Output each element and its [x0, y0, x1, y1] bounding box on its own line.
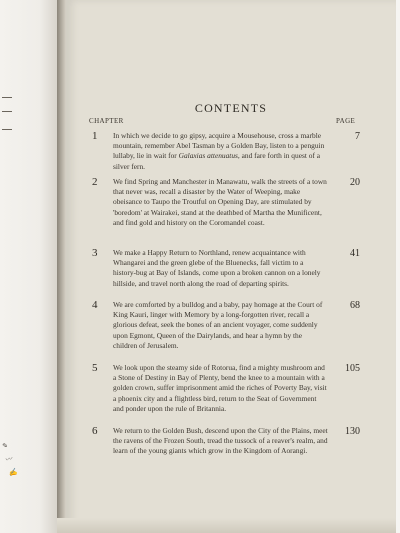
chapter-number: 3	[92, 247, 98, 259]
handwritten-inscription: ✎ 〰 ✍	[0, 441, 18, 478]
chapter-page-number: 41	[350, 248, 360, 259]
chapter-page-number: 130	[345, 426, 360, 437]
chapter-number: 5	[92, 362, 98, 374]
book-gutter	[57, 0, 66, 533]
left-page	[0, 0, 57, 533]
chapter-number: 6	[92, 425, 98, 437]
background-edge	[396, 0, 400, 533]
left-page-mark	[2, 97, 12, 98]
chapter-page-number: 68	[350, 300, 360, 311]
chapter-number: 2	[92, 176, 98, 188]
page-bottom-shadow	[57, 518, 396, 533]
left-page-mark	[2, 129, 12, 130]
contents-title: CONTENTS	[194, 101, 268, 115]
chapter-number: 1	[92, 130, 98, 142]
chapter-description: We return to the Golden Bush, descend upon the City of the Plains, meet the ravens of the Frozen South, tread the tussock of a reaver's realm, and learn of the young giants which grow in the Kingdom of Aorangi.	[113, 426, 328, 456]
chapter-description: We are comforted by a bulldog and a baby, pay homage at the Court of King Kauri, linger with Memory by a long-forgotten river, recall a glorious defeat, seek the bones of an ancient voyager, come suddenly upon Egmont, Queen of the Dairylands, and hear a hymn by the children of Jerusalem.	[113, 300, 323, 350]
chapter-page-number: 20	[350, 177, 360, 188]
chapter-column-header: CHAPTER	[89, 117, 124, 125]
page-column-header: PAGE	[336, 117, 356, 125]
chapter-description: We look upon the steamy side of Rotorua, find a mighty mushroom and a Stone of Destiny in Bay of Plenty, bend the knee to a mountain with a golden crown, suffer imprisonment amid the riches of Poverty Bay, visit a phoenix city and a flightless bird, return to the Seat of Government and ponder upon the rule of Britannia.	[113, 363, 327, 413]
chapter-description: In which we decide to go gipsy, acquire a Mousehouse, cross a marble mountain, remember Abel Tasman by a Golden Bay, listen to a penguin lullaby, lie in wait for Galaxias attenuatus, and fare forth in quest of a silver fern.	[113, 131, 325, 171]
chapter-page-number: 7	[355, 131, 360, 142]
chapter-description: We make a Happy Return to Northland, renew acquaintance with Whangarei and the green glebe of the Bluenecks, fall victim to a history-bug at Bay of Islands, come upon a broken cannon on a lonely hillside, and travel north along the road of departing spirits.	[113, 248, 321, 288]
italic-species-name: Galaxias attenuatus,	[178, 151, 240, 161]
chapter-number: 4	[92, 299, 98, 311]
left-page-mark	[2, 111, 12, 112]
chapter-page-number: 105	[345, 363, 360, 374]
chapter-description: We find Spring and Manchester in Manawatu, walk the streets of a town that never was, recall a disaster by the Water of Weeping, make obeisance to Taupo the Troutful on Opening Day, are stimulated by 'boredom' at Wairakei, stand at the deathbed of Martha the Munificent, and find gold and history on the Coromandel coast.	[113, 177, 327, 227]
